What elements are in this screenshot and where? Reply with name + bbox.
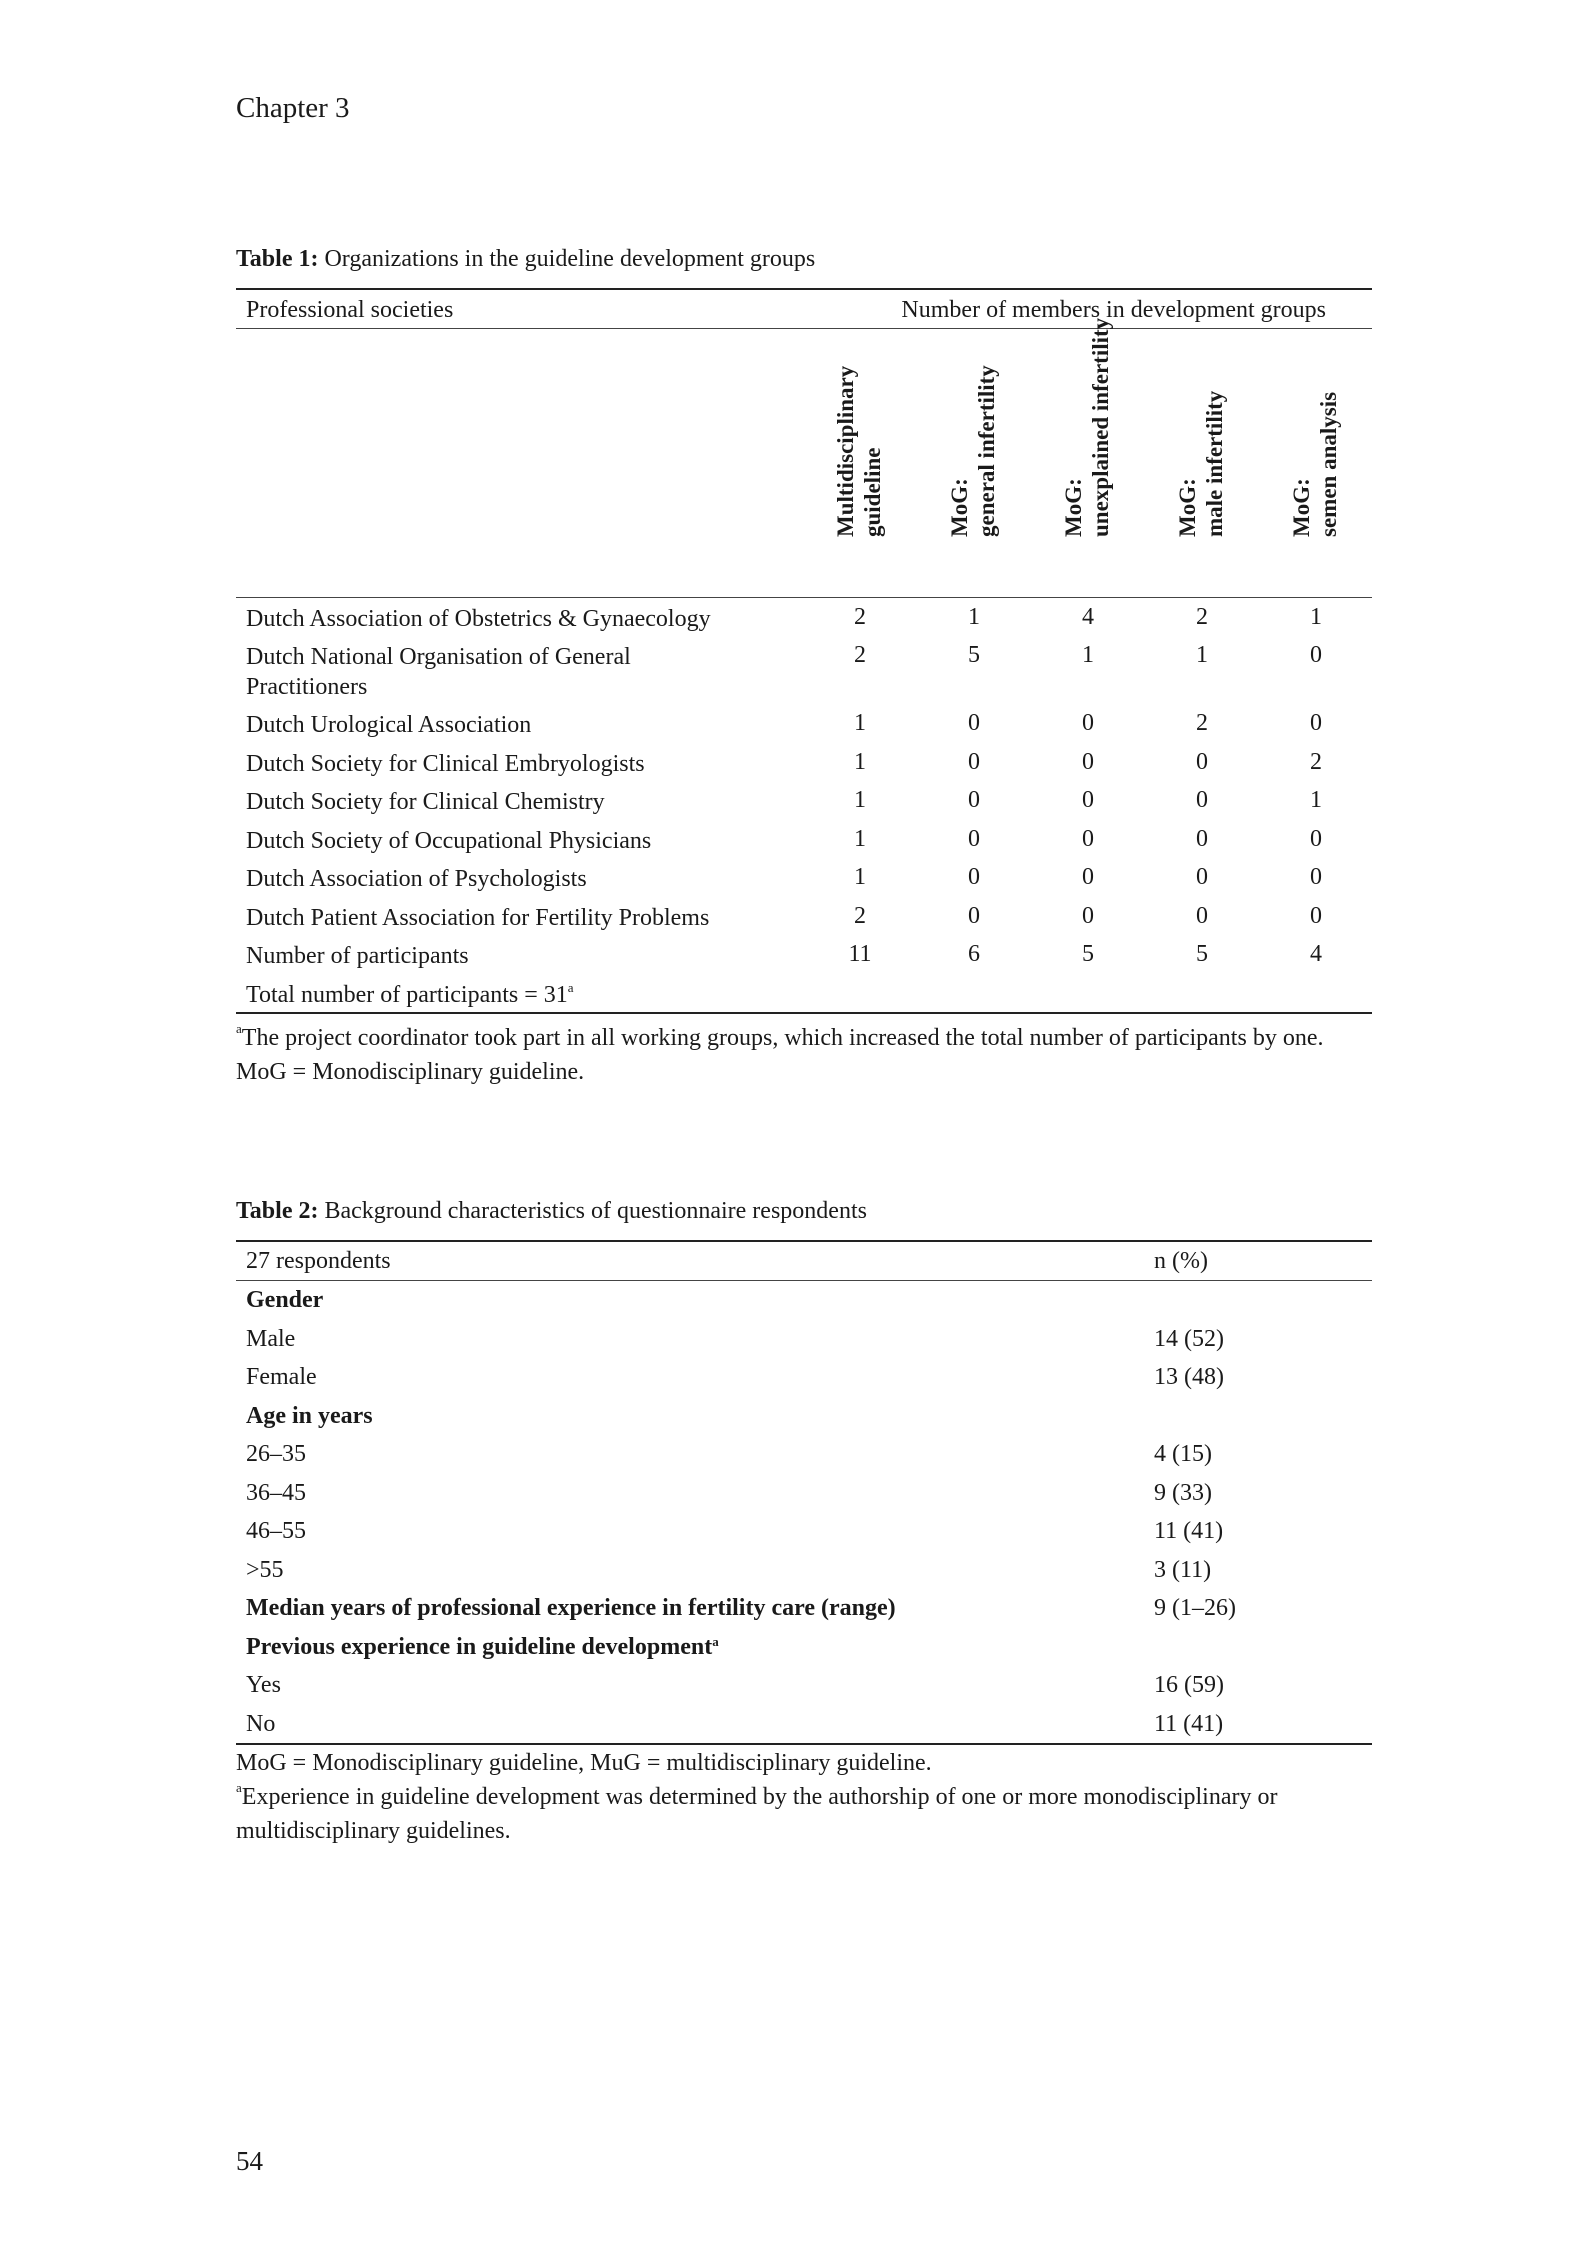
cell-value: 2 xyxy=(854,642,866,668)
cell-value: 0 xyxy=(1310,710,1322,736)
table-row xyxy=(236,743,1372,782)
cell-value: 0 xyxy=(1310,825,1322,852)
table-row xyxy=(236,636,1372,704)
row-name: Dutch National Organisation of General Practitioners xyxy=(246,644,631,700)
table1-footnote-a xyxy=(236,1021,1376,1055)
label-text: Previous experience in guideline development xyxy=(246,1633,713,1660)
total-sup: a xyxy=(567,979,574,995)
row-name: Dutch Society of Occupational Physicians xyxy=(246,827,652,854)
row-name: Dutch Patient Association for Fertility Problems xyxy=(246,904,710,931)
row-label: 36–45 xyxy=(246,1479,306,1506)
cell-value: 2 xyxy=(854,902,866,929)
cell-value: 0 xyxy=(968,825,980,852)
table2-header-row xyxy=(236,1240,1372,1281)
cell-value: 0 xyxy=(1082,787,1094,813)
cell-value: 0 xyxy=(1082,825,1094,852)
cell-value: 1 xyxy=(1310,787,1322,813)
col-line1: MoG: xyxy=(1061,478,1086,537)
table1-footnotes xyxy=(236,1021,1376,1089)
cell-value: 5 xyxy=(1082,941,1094,967)
table2-caption-text: Background characteristics of questionnaire respondents xyxy=(318,1198,867,1224)
table-row xyxy=(236,1628,1372,1667)
row-value: 14 (52) xyxy=(1154,1325,1224,1352)
cell-value: 0 xyxy=(1196,864,1208,890)
table1-col-mog-semen xyxy=(1276,331,1356,591)
cell-value: 0 xyxy=(1196,825,1208,852)
cell-value: 1 xyxy=(968,604,980,630)
table2-caption xyxy=(236,1198,867,1225)
cell-value: 1 xyxy=(1196,642,1208,668)
footnote-sup: a xyxy=(236,1780,242,1795)
cell-value: 0 xyxy=(1196,902,1208,929)
table1-rotated-header-row xyxy=(236,317,1372,598)
table1-col-mog-general xyxy=(934,331,1014,591)
table-row xyxy=(236,1551,1372,1590)
label-sup: a xyxy=(712,1633,719,1649)
cell-value: 0 xyxy=(1196,787,1208,813)
table1-header-row xyxy=(236,290,1372,329)
table2 xyxy=(236,1240,1372,1745)
row-name: Dutch Association of Obstetrics & Gynaecology xyxy=(246,606,711,632)
cell-value: 0 xyxy=(968,710,980,736)
page-number: 54 xyxy=(236,2146,263,2176)
row-label: Male xyxy=(246,1325,296,1352)
cell-value: 2 xyxy=(1310,748,1322,775)
table1-col-professional-societies: Professional societies xyxy=(246,297,454,323)
cell-value: 0 xyxy=(968,864,980,890)
cell-value: 1 xyxy=(1310,604,1322,630)
table1-caption-label: Table 1: xyxy=(236,246,319,272)
row-value: 9 (1–26) xyxy=(1154,1595,1236,1621)
col-line1: MoG: xyxy=(1175,478,1200,537)
row-label: Gender xyxy=(246,1287,324,1313)
cell-value: 5 xyxy=(968,642,980,668)
cell-value: 6 xyxy=(968,941,980,967)
total-text: Total number of participants = 31 xyxy=(246,981,568,1008)
chapter-heading: Chapter 3 xyxy=(236,92,350,124)
table-row xyxy=(236,820,1372,859)
table1-col-mog-unexplained xyxy=(1048,317,1128,591)
table-row xyxy=(236,1512,1372,1551)
row-label xyxy=(246,1634,719,1661)
cell-value: 0 xyxy=(1310,902,1322,929)
cell-value: 1 xyxy=(854,825,866,852)
cell-value: 1 xyxy=(854,864,866,890)
table-row xyxy=(236,1666,1372,1705)
col-line2: guideline xyxy=(860,447,885,537)
table-row xyxy=(236,1358,1372,1397)
row-name: Dutch Society for Clinical Embryologists xyxy=(246,750,645,777)
cell-value: 1 xyxy=(1082,642,1094,668)
table2-col-n-percent: n (%) xyxy=(1154,1248,1208,1274)
row-name: Number of participants xyxy=(246,943,469,969)
row-value: 13 (48) xyxy=(1154,1364,1224,1390)
table2-footnotes xyxy=(236,1746,1376,1848)
row-value: 3 (11) xyxy=(1154,1556,1212,1583)
cell-value: 0 xyxy=(1310,642,1322,668)
col-line2: general infertility xyxy=(974,365,999,537)
table2-footnote-mog: MoG = Monodisciplinary guideline, MuG = multidisciplinary guideline. xyxy=(236,1750,932,1776)
cell-value: 0 xyxy=(1082,902,1094,929)
table1-footnote-mog: MoG = Monodisciplinary guideline. xyxy=(236,1059,585,1085)
cell-value: 2 xyxy=(854,604,866,630)
row-value: 16 (59) xyxy=(1154,1672,1224,1698)
cell-value: 0 xyxy=(1082,748,1094,775)
table-row xyxy=(236,1474,1372,1513)
table1-col-mog-male xyxy=(1162,331,1242,591)
row-value: 4 (15) xyxy=(1154,1441,1212,1467)
table-row xyxy=(236,1397,1372,1436)
cell-value: 0 xyxy=(968,787,980,813)
table1-col-number-of-members: Number of members in development groups xyxy=(901,297,1326,323)
col-line1: MoG: xyxy=(1289,478,1314,537)
table1-caption xyxy=(236,246,815,273)
row-label: Female xyxy=(246,1364,317,1390)
row-value: 9 (33) xyxy=(1154,1479,1212,1506)
table-row xyxy=(236,1705,1372,1744)
cell-value: 2 xyxy=(1196,604,1208,630)
table-row xyxy=(236,858,1372,897)
table1-total-row xyxy=(236,974,1372,1012)
cell-value: 11 xyxy=(848,941,872,967)
footnote-text: The project coordinator took part in all working groups, which increased the total number of participants by one. xyxy=(241,1025,1324,1051)
row-label: >55 xyxy=(246,1556,284,1583)
cell-value: 0 xyxy=(968,748,980,775)
row-label: Median years of professional experience in fertility care (range) xyxy=(246,1595,896,1621)
row-name: Dutch Society for Clinical Chemistry xyxy=(246,789,605,815)
row-label: No xyxy=(246,1710,276,1737)
table-row xyxy=(236,1435,1372,1474)
table-row xyxy=(236,935,1372,974)
table-row xyxy=(236,781,1372,820)
table-row xyxy=(236,1589,1372,1628)
cell-value: 1 xyxy=(854,710,866,736)
total-participants xyxy=(246,980,786,1010)
table-row xyxy=(236,704,1372,743)
cell-value: 0 xyxy=(1082,864,1094,890)
col-line2: semen analysis xyxy=(1316,391,1341,537)
table-row xyxy=(236,1281,1372,1320)
cell-value: 1 xyxy=(854,748,866,775)
table2-caption-label: Table 2: xyxy=(236,1198,319,1224)
cell-value: 0 xyxy=(1082,710,1094,736)
row-value: 11 (41) xyxy=(1154,1518,1224,1544)
row-label: Yes xyxy=(246,1672,281,1698)
cell-value: 2 xyxy=(1196,710,1208,736)
cell-value: 0 xyxy=(1196,748,1208,775)
col-line2: male infertility xyxy=(1202,390,1227,537)
row-label: Age in years xyxy=(246,1402,373,1429)
col-line1: MoG: xyxy=(947,478,972,537)
footnote-sup: a xyxy=(236,1021,242,1036)
cell-value: 4 xyxy=(1082,604,1094,630)
row-name: Dutch Urological Association xyxy=(246,712,532,738)
row-label: 46–55 xyxy=(246,1518,306,1544)
cell-value: 4 xyxy=(1310,941,1322,967)
table-row xyxy=(236,598,1372,636)
cell-value: 5 xyxy=(1196,941,1208,967)
col-line1: Multidisciplinary xyxy=(833,365,858,537)
table1 xyxy=(236,288,1372,1014)
table2-footnote-a xyxy=(236,1780,1376,1848)
footnote-text: Experience in guideline development was determined by the authorship of one or more monodisciplinary or multidisciplinary guidelines. xyxy=(236,1784,1278,1844)
col-line2: unexplained infertility xyxy=(1088,317,1113,537)
table1-caption-text: Organizations in the guideline development groups xyxy=(318,246,816,272)
row-value: 11 (41) xyxy=(1154,1710,1224,1737)
cell-value: 0 xyxy=(1310,864,1322,890)
table2-col-respondents: 27 respondents xyxy=(246,1248,391,1274)
row-name: Dutch Association of Psychologists xyxy=(246,866,587,892)
row-label: 26–35 xyxy=(246,1441,306,1467)
table-row xyxy=(236,1320,1372,1359)
table1-col-multidisciplinary xyxy=(820,331,900,591)
cell-value: 1 xyxy=(854,787,866,813)
cell-value: 0 xyxy=(968,902,980,929)
table-row xyxy=(236,897,1372,936)
